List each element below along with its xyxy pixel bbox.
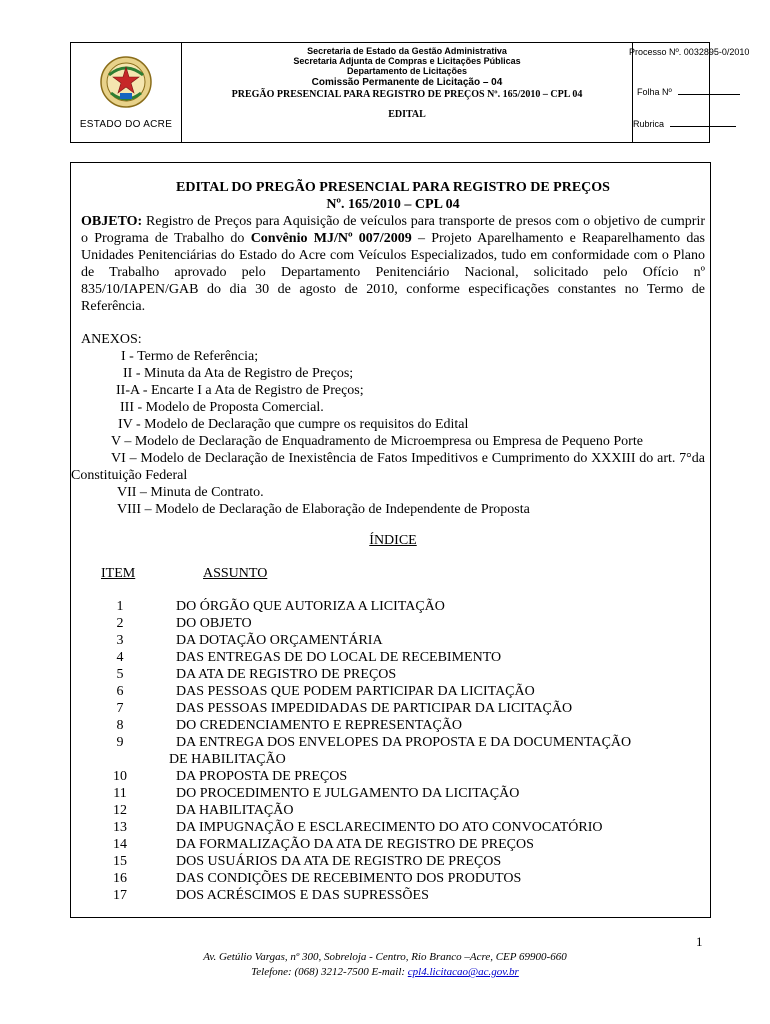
anexo-item: I - Termo de Referência; xyxy=(121,349,259,364)
toc-item-number: 7 xyxy=(116,701,124,716)
toc-item-number: 2 xyxy=(116,616,124,631)
toc-row xyxy=(81,819,705,836)
anexo-item: III - Modelo de Proposta Comercial. xyxy=(120,400,324,415)
page-footer xyxy=(0,950,770,980)
state-seal-icon xyxy=(99,55,153,109)
toc-row xyxy=(81,666,705,683)
toc-item-title: DOS USUÁRIOS DA ATA DE REGISTRO DE PREÇOS xyxy=(176,854,502,869)
toc-item-title: DO PROCEDIMENTO E JULGAMENTO DA LICITAÇÃO xyxy=(176,786,520,801)
objeto-label: OBJETO: xyxy=(81,214,143,229)
toc-item-number: 9 xyxy=(116,735,124,750)
objeto-convenio: Convênio MJ/Nº 007/2009 xyxy=(250,231,412,246)
header-commission: Comissão Permanente de Licitação – 04 xyxy=(311,77,503,88)
toc-row xyxy=(81,802,705,819)
toc-item-number: 11 xyxy=(113,786,127,801)
toc-row xyxy=(81,683,705,700)
document-content xyxy=(71,179,705,904)
anexo-item: II - Minuta da Ata de Registro de Preços; xyxy=(123,366,354,381)
rubrica-blank xyxy=(670,118,736,127)
anexo-item: II-A - Encarte I a Ata de Registro de Preços; xyxy=(116,383,364,398)
toc-row xyxy=(81,836,705,853)
toc-item-number: 8 xyxy=(116,718,124,733)
rubrica-label: Rubrica xyxy=(633,119,665,129)
objeto-text-2: – Projeto Aparelhamento e Reaparelhamento das Unidades Penitenciárias do Estado do Acre com Veículos Especializados, tudo em conformidade com o Plano de Trabalho aprovado pelo Departamento Penitenciário Nacional, solicitado pelo Ofício nº 835/10/IAPEN/GAB do dia 30 de agosto de 2010, conforme especificações constantes no Termo de Referência. xyxy=(81,231,705,314)
toc-column-headers xyxy=(81,565,705,582)
footer-phone: Telefone: (068) 3212-7500 E-mail: xyxy=(251,966,408,978)
header-title-cell xyxy=(182,43,633,142)
footer-email-link[interactable]: cpl4.licitacao@ac.gov.br xyxy=(407,966,519,978)
state-label: ESTADO DO ACRE xyxy=(79,119,173,130)
toc-item-title: DAS ENTREGAS DE DO LOCAL DE RECEBIMENTO xyxy=(176,650,502,665)
toc-item-number: 6 xyxy=(116,684,124,699)
toc-item-number: 13 xyxy=(113,820,127,835)
folha-field xyxy=(637,86,740,97)
folha-label: Folha Nº xyxy=(637,87,672,97)
toc-item-number: 14 xyxy=(113,837,127,852)
toc-item-title: DA HABILITAÇÃO xyxy=(176,803,294,818)
toc-row xyxy=(81,598,705,615)
toc-row xyxy=(81,785,705,802)
toc-item-number: 12 xyxy=(113,803,127,818)
document-header xyxy=(70,42,750,143)
toc-item-title: DA ENTREGA DOS ENVELOPES DA PROPOSTA E DA DOCUMENTAÇÃO xyxy=(176,735,632,750)
header-seal-cell xyxy=(71,43,182,142)
table-of-contents xyxy=(81,598,705,904)
toc-item-number: 3 xyxy=(116,633,124,648)
toc-item-title: DA FORMALIZAÇÃO DA ATA DE REGISTRO DE PREÇOS xyxy=(176,837,534,852)
header-line-secretaria: Secretaria de Estado da Gestão Administrativa xyxy=(307,46,507,56)
toc-item-title: DAS CONDIÇÕES DE RECEBIMENTO DOS PRODUTOS xyxy=(176,871,522,886)
header-line-adjunta: Secretaria Adjunta de Compras e Licitações Públicas xyxy=(293,56,521,66)
footer-contact xyxy=(0,965,770,980)
toc-row xyxy=(81,632,705,649)
toc-row xyxy=(81,768,705,785)
header-process-cell xyxy=(629,43,750,142)
toc-item-number: 10 xyxy=(113,769,127,784)
toc-item-number: 17 xyxy=(113,888,127,903)
toc-item-title: DAS PESSOAS IMPEDIDADAS DE PARTICIPAR DA LICITAÇÃO xyxy=(176,701,573,716)
toc-item-title: DOS ACRÉSCIMOS E DAS SUPRESSÕES xyxy=(176,888,429,903)
toc-item-title: DO CREDENCIAMENTO E REPRESENTAÇÃO xyxy=(176,718,463,733)
footer-address: Av. Getúlio Vargas, nº 300, Sobreloja - Centro, Rio Branco –Acre, CEP 69900-660 xyxy=(203,951,567,963)
document-body xyxy=(70,162,711,918)
document-title-line1: EDITAL DO PREGÃO PRESENCIAL PARA REGISTRO DE PREÇOS xyxy=(176,180,610,195)
toc-item-title: DA ATA DE REGISTRO DE PREÇOS xyxy=(176,667,397,682)
objeto-text-1: Registro de Preços para Aquisição de veículos para transporte de presos com o objetivo de cumprir o Programa de Trabalho do xyxy=(81,214,705,246)
indice-heading: ÍNDICE xyxy=(369,533,417,548)
anexo-item: VI – Modelo de Declaração de Inexistência de Fatos Impeditivos e Cumprimento do XXXIII do art. 7°da Constituição Federal xyxy=(71,451,705,483)
toc-item-number: 15 xyxy=(113,854,127,869)
page-number: 1 xyxy=(696,934,703,949)
header-line-departamento: Departamento de Licitações xyxy=(346,66,468,76)
toc-row xyxy=(81,649,705,666)
toc-item-number: 5 xyxy=(116,667,124,682)
anexo-item: VIII – Modelo de Declaração de Elaboração de Independente de Proposta xyxy=(117,502,530,517)
toc-item-title-continued: DE HABILITAÇÃO xyxy=(169,752,286,767)
header-pregao: PREGÃO PRESENCIAL PARA REGISTRO DE PREÇOS Nº. 165/2010 – CPL 04 xyxy=(231,89,583,100)
anexo-item: VII – Minuta de Contrato. xyxy=(117,485,264,500)
folha-blank xyxy=(678,86,740,95)
toc-row xyxy=(81,853,705,870)
toc-row xyxy=(81,717,705,734)
toc-item-number: 1 xyxy=(116,599,124,614)
toc-item-number: 16 xyxy=(113,871,127,886)
toc-item-title: DA IMPUGNAÇÃO E ESCLARECIMENTO DO ATO CONVOCATÓRIO xyxy=(176,820,603,835)
toc-header-assunto: ASSUNTO xyxy=(203,566,268,581)
anexos-heading: ANEXOS: xyxy=(81,332,142,347)
rubrica-field xyxy=(633,118,736,129)
toc-item-title: DAS PESSOAS QUE PODEM PARTICIPAR DA LICITAÇÃO xyxy=(176,684,535,699)
anexo-item: V – Modelo de Declaração de Enquadramento de Microempresa ou Empresa de Pequeno Porte xyxy=(111,434,643,449)
toc-row xyxy=(81,887,705,904)
toc-item-title: DA PROPOSTA DE PREÇOS xyxy=(176,769,348,784)
toc-item-title: DO OBJETO xyxy=(176,616,252,631)
toc-item-title: DO ÓRGÃO QUE AUTORIZA A LICITAÇÃO xyxy=(176,599,445,614)
objeto-paragraph xyxy=(81,213,705,315)
toc-item-number: 4 xyxy=(116,650,124,665)
toc-row xyxy=(81,615,705,632)
toc-header-item: ITEM xyxy=(101,566,136,581)
toc-row xyxy=(81,700,705,717)
toc-row xyxy=(81,734,705,768)
process-number: Processo Nº. 0032895-0/2010 xyxy=(629,47,750,57)
toc-item-title: DA DOTAÇÃO ORÇAMENTÁRIA xyxy=(176,633,383,648)
document-title-line2: Nº. 165/2010 – CPL 04 xyxy=(326,197,460,212)
anexo-item: IV - Modelo de Declaração que cumpre os requisitos do Edital xyxy=(118,417,469,432)
toc-row xyxy=(81,870,705,887)
header-edital: EDITAL xyxy=(388,109,426,120)
